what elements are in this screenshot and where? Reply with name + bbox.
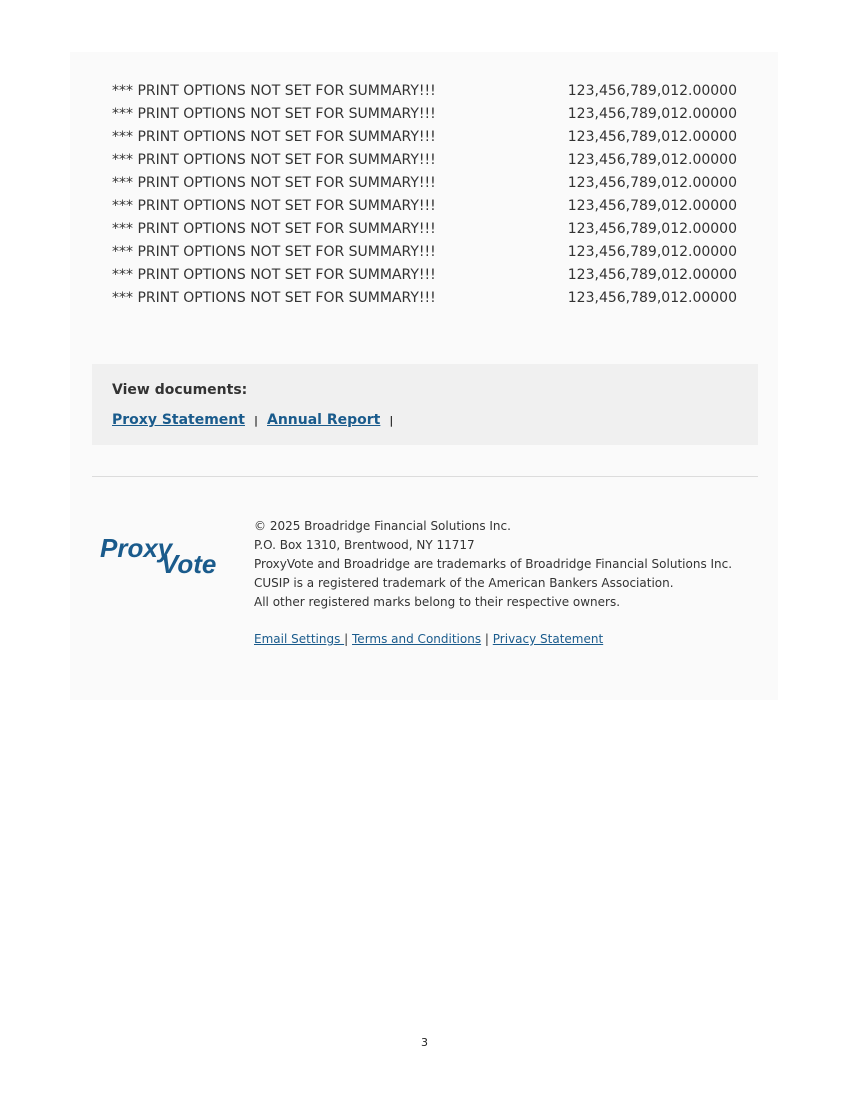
- summary-row: [112, 217, 737, 240]
- summary-row-value: 123,456,789,012.00000: [567, 243, 737, 260]
- summary-row-value: 123,456,789,012.00000: [567, 128, 737, 145]
- annual-report-link[interactable]: Annual Report: [267, 412, 381, 428]
- copyright-line: © 2025 Broadridge Financial Solutions Inc.: [254, 519, 511, 533]
- summary-row: [112, 148, 737, 171]
- summary-row-label: *** PRINT OPTIONS NOT SET FOR SUMMARY!!!: [112, 220, 436, 237]
- summary-row-label: *** PRINT OPTIONS NOT SET FOR SUMMARY!!!: [112, 289, 436, 306]
- summary-row: [112, 194, 737, 217]
- summary-row-label: *** PRINT OPTIONS NOT SET FOR SUMMARY!!!: [112, 151, 436, 168]
- summary-row-label: *** PRINT OPTIONS NOT SET FOR SUMMARY!!!: [112, 174, 436, 191]
- summary-row: [112, 125, 737, 148]
- summary-row-value: 123,456,789,012.00000: [567, 266, 737, 283]
- proxy-statement-link[interactable]: Proxy Statement: [112, 412, 245, 428]
- summary-row-label: *** PRINT OPTIONS NOT SET FOR SUMMARY!!!: [112, 243, 436, 260]
- page-number: 3: [421, 1036, 428, 1049]
- summary-row-label: *** PRINT OPTIONS NOT SET FOR SUMMARY!!!: [112, 105, 436, 122]
- summary-row: [112, 102, 737, 125]
- trademark-line: ProxyVote and Broadridge are trademarks of Broadridge Financial Solutions Inc.: [254, 557, 733, 571]
- footer-link-separator: |: [344, 632, 349, 646]
- summary-row-value: 123,456,789,012.00000: [567, 220, 737, 237]
- summary-row-value: 123,456,789,012.00000: [567, 289, 737, 306]
- view-documents-links: [112, 412, 402, 428]
- registered-marks-line: All other registered marks belong to their respective owners.: [254, 595, 621, 609]
- summary-row: [112, 286, 737, 309]
- cusip-line: CUSIP is a registered trademark of the American Bankers Association.: [254, 576, 674, 590]
- footer-link-separator: |: [484, 632, 489, 646]
- footer-divider: [92, 476, 758, 477]
- footer-legal-text: [254, 517, 754, 612]
- terms-and-conditions-link[interactable]: Terms and Conditions: [352, 632, 482, 646]
- summary-row-label: *** PRINT OPTIONS NOT SET FOR SUMMARY!!!: [112, 197, 436, 214]
- summary-row-value: 123,456,789,012.00000: [567, 105, 737, 122]
- proxy-card: [70, 52, 778, 700]
- view-documents-box: [92, 364, 758, 445]
- summary-row: [112, 263, 737, 286]
- summary-row-value: 123,456,789,012.00000: [567, 151, 737, 168]
- summary-row: [112, 171, 737, 194]
- summary-row-label: *** PRINT OPTIONS NOT SET FOR SUMMARY!!!: [112, 128, 436, 145]
- summary-row-label: *** PRINT OPTIONS NOT SET FOR SUMMARY!!!: [112, 82, 436, 99]
- summary-row-label: *** PRINT OPTIONS NOT SET FOR SUMMARY!!!: [112, 266, 436, 283]
- summary-row-value: 123,456,789,012.00000: [567, 82, 737, 99]
- logo-text-first: Proxy: [100, 533, 173, 563]
- email-settings-link[interactable]: Email Settings: [254, 632, 345, 646]
- footer-links: [254, 632, 603, 646]
- summary-list: [112, 79, 737, 309]
- summary-row: [112, 240, 737, 263]
- logo-text-second: Vote: [161, 549, 217, 578]
- address-line: P.O. Box 1310, Brentwood, NY 11717: [254, 538, 475, 552]
- view-documents-heading: View documents:: [112, 382, 248, 398]
- summary-row: [112, 79, 737, 102]
- proxyvote-logo: [100, 530, 230, 578]
- summary-row-value: 123,456,789,012.00000: [567, 174, 737, 191]
- summary-row-value: 123,456,789,012.00000: [567, 197, 737, 214]
- link-separator: |: [389, 414, 394, 427]
- privacy-statement-link[interactable]: Privacy Statement: [492, 632, 604, 646]
- link-separator: |: [253, 414, 258, 427]
